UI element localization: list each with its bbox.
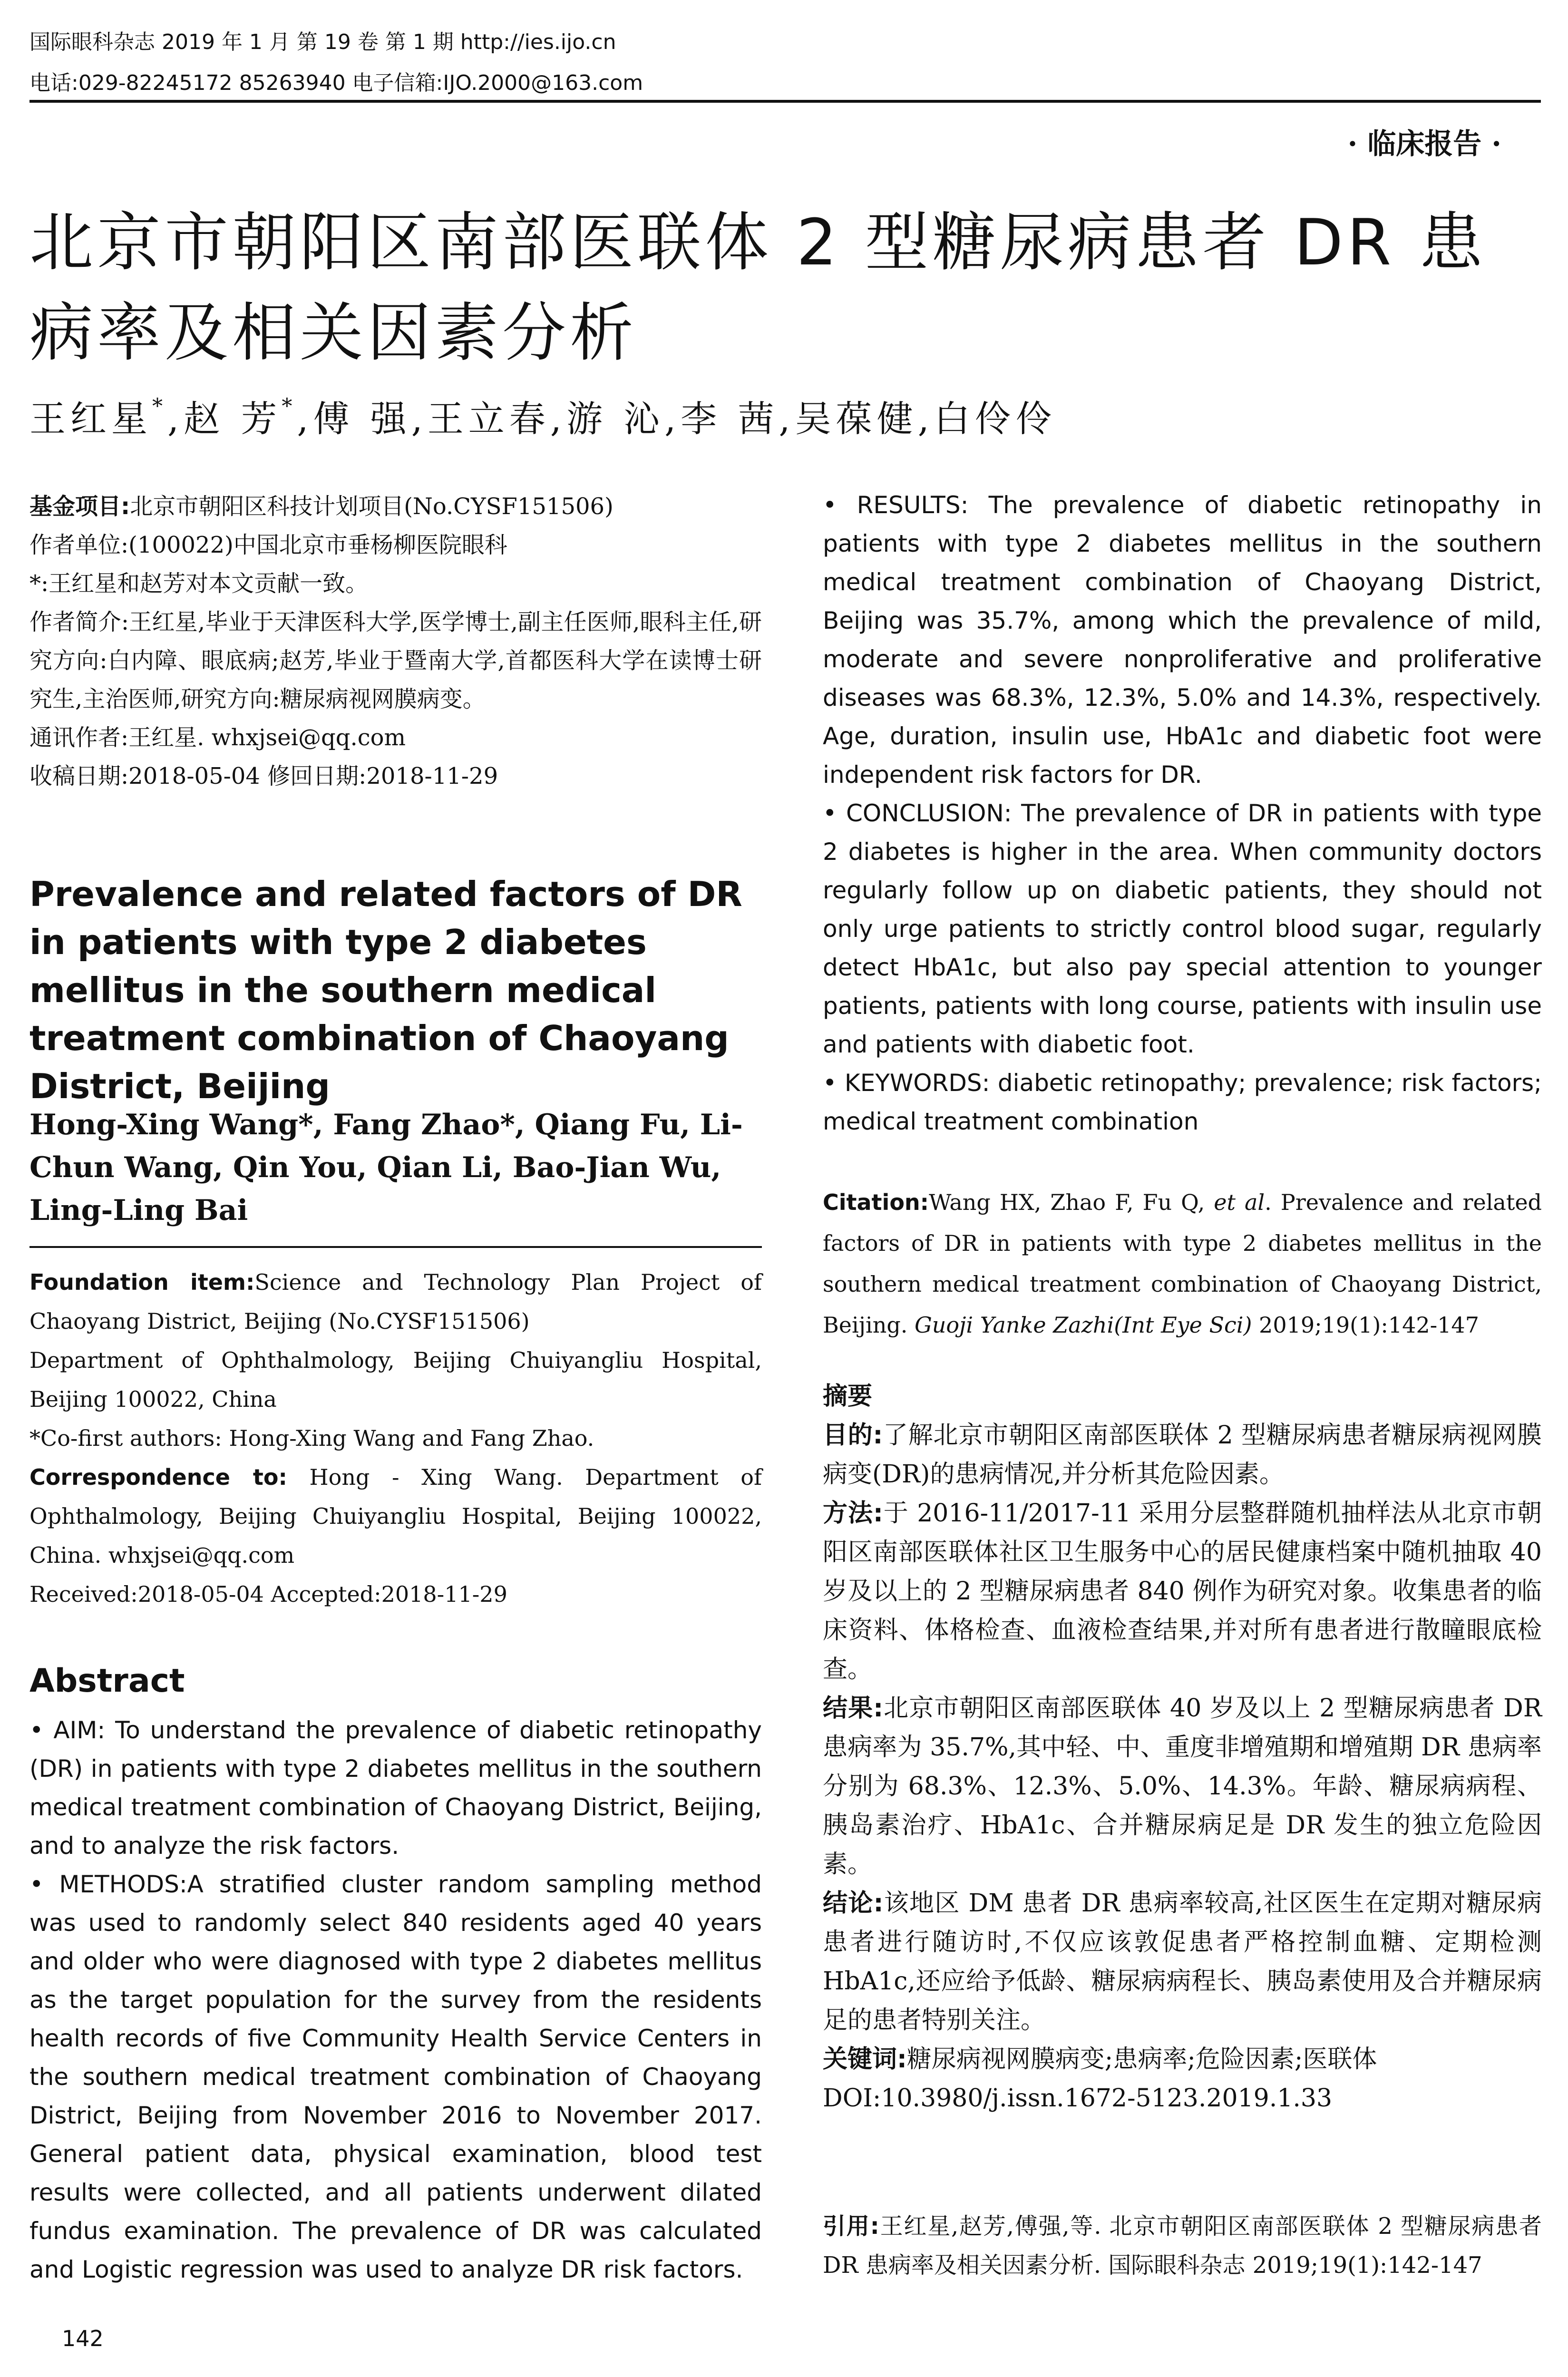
journal-name: Guoji Yanke Zazhi(Int Eye Sci) — [915, 1312, 1252, 1338]
abstract-heading: Abstract — [29, 1662, 185, 1700]
journal-header-line1: 国际眼科杂志 2019 年 1 月 第 19 卷 第 1 期 http://ies.ijo.cn — [29, 30, 616, 54]
co-first-mark: * — [282, 394, 297, 419]
abstract-right — [823, 486, 1542, 1141]
cn-abstract — [823, 1377, 1542, 2118]
citation-block: Citation:Wang HX, Zhao F, Fu Q, et al. Prevalence and related factors of DR in patients with type 2 diabetes mellitus in the southern medical treatment combination of Chaoyang District, Beijing. Guoji Yanke Zazhi(Int Eye Sci) 2019;19(1):142-147 — [823, 1189, 1542, 1338]
author-2: ,赵 芳 — [167, 398, 282, 440]
authors-rest: ,傅 强,王立春,游 沁,李 茜,吴葆健,白伶伶 — [297, 398, 1057, 440]
dates-line: 收稿日期:2018-05-04 修回日期:2018-11-29 — [29, 763, 498, 789]
correspondence: Correspondence to: Hong - Xing Wang. Department of Ophthalmology, Beijing Chuiyangliu Hospital, Beijing 100022, China. whxjsei@qq.com — [29, 1464, 762, 1568]
co-first-note: *:王红星和赵芳对本文贡献一致。 — [29, 570, 369, 597]
section-label: · 临床报告 · — [1347, 127, 1501, 161]
en-article-info — [29, 1263, 762, 1614]
abstract-left — [29, 1711, 762, 2289]
unit-line: 作者单位:(100022)中国北京市垂杨柳医院眼科 — [29, 532, 507, 558]
department: Department of Ophthalmology, Beijing Chuiyangliu Hospital, Beijing 100022, China — [29, 1347, 762, 1412]
cn-conclusion: 结论:该地区 DM 患者 DR 患病率较高,社区医生在定期对糖尿病患者进行随访时,不仅应该敦促患者严格控制血糖、定期检测 HbA1c,还应给予低龄、糖尿病病程长、胰岛素使用及合并糖尿病足的患者特别关注。 — [823, 1889, 1542, 2035]
cn-article-info — [29, 487, 762, 796]
journal-header-line2: 电话:029-82245172 85263940 电子信箱:IJO.2000@163.com — [29, 71, 643, 95]
cn-aim: 目的:了解北京市朝阳区南部医联体 2 型糖尿病患者糖尿病视网膜病变(DR)的患病情况,并分析其危险因素。 — [823, 1421, 1542, 1489]
cn-keywords: 关键词:糖尿病视网膜病变;患病率;危险因素;医联体 — [823, 2045, 1377, 2074]
abstract-results: • RESULTS: The prevalence of diabetic retinopathy in patients with type 2 diabetes mellitus in the southern medical treatment combination of Chaoyang District, Beijing was 35.7%, among which the prevalence of mild, moderate and severe nonproliferative and proliferative diseases was 68.3%, 12.3%, 5.0% and 14.3%, respectively. Age, duration, insulin use, HbA1c and diabetic foot were independent risk factors for DR. — [823, 491, 1542, 789]
received-accepted: Received:2018-05-04 Accepted:2018-11-29 — [29, 1581, 507, 1607]
doi: DOI:10.3980/j.issn.1672-5123.2019.1.33 — [823, 2084, 1333, 2113]
author-1: 王红星 — [29, 398, 152, 440]
cn-citation-label: 引用: — [823, 2213, 879, 2240]
foundation-item: Foundation item:Science and Technology Plan Project of Chaoyang District, Beijing (No.CYSF151506) — [29, 1269, 762, 1334]
fund-line: 基金项目:北京市朝阳区科技计划项目(No.CYSF151506) — [29, 493, 614, 520]
citation-label: Citation: — [823, 1189, 929, 1215]
abstract-conclusion: • CONCLUSION: The prevalence of DR in patients with type 2 diabetes is higher in the area. When community doctors regularly follow up on diabetic patients, they should not only urge patients to strictly control blood sugar, regularly detect HbA1c, but also pay special attention to younger patients, patients with long course, patients with insulin use and patients with diabetic foot. — [823, 799, 1542, 1058]
article-title: 北京市朝阳区南部医联体 2 型糖尿病患者 DR 患病率及相关因素分析 — [29, 205, 1487, 370]
page-number: 142 — [62, 2326, 104, 2351]
cn-citation: 引用:王红星,赵芳,傅强,等. 北京市朝阳区南部医联体 2 型糖尿病患者 DR 患病率及相关因素分析. 国际眼科杂志 2019;19(1):142-147 — [823, 2213, 1542, 2279]
co-first-mark: * — [152, 394, 167, 419]
co-first-authors: *Co-first authors: Hong-Xing Wang and Fang Zhao. — [29, 1425, 594, 1451]
abstract-aim: • AIM: To understand the prevalence of diabetic retinopathy (DR) in patients with type 2 diabetes mellitus in the southern medical treatment combination of Chaoyang District, Beijing, and to analyze the risk factors. — [29, 1716, 762, 1860]
author-list — [29, 390, 1542, 442]
english-authors: Hong-Xing Wang*, Fang Zhao*, Qiang Fu, Li-Chun Wang, Qin You, Qian Li, Bao-Jian Wu, Ling-Ling Bai — [29, 1108, 743, 1227]
cn-methods: 方法:于 2016-11/2017-11 采用分层整群随机抽样法从北京市朝阳区南部医联体社区卫生服务中心的居民健康档案中随机抽取 40 岁及以上的 2 型糖尿病患者 840 例作为研究对象。收集患者的临床资料、体格检查、血液检查结果,并对所有患者进行散瞳眼底检查。 — [823, 1499, 1542, 1684]
cn-abstract-heading: 摘要 — [823, 1382, 873, 1411]
section-rule — [29, 1246, 762, 1248]
corresponding-author: 通讯作者:王红星. whxjsei@qq.com — [29, 724, 406, 751]
author-bio: 作者简介:王红星,毕业于天津医科大学,医学博士,副主任医师,眼科主任,研究方向:白内障、眼底病;赵芳,毕业于暨南大学,首都医科大学在读博士研究生,主治医师,研究方向:糖尿病视网膜病变。 — [29, 609, 762, 712]
header-rule — [29, 100, 1541, 103]
cn-results: 结果:北京市朝阳区南部医联体 40 岁及以上 2 型糖尿病患者 DR 患病率为 35.7%,其中轻、中、重度非增殖期和增殖期 DR 患病率分别为 68.3%、12.3%、5.0%、14.3%。年龄、糖尿病病程、胰岛素治疗、HbA1c、合并糖尿病足是 DR 发生的独立危险因素。 — [823, 1694, 1542, 1879]
english-title: Prevalence and related factors of DR in patients with type 2 diabetes mellitus in the southern medical treatment combination of Chaoyang District, Beijing — [29, 874, 742, 1106]
abstract-methods: • METHODS:A stratified cluster random sampling method was used to randomly select 840 residents aged 40 years and older who were diagnosed with type 2 diabetes mellitus as the target population for the survey from the residents health records of five Community Health Service Centers in the southern medical treatment combination of Chaoyang District, Beijing from November 2016 to November 2017. General patient data, physical examination, blood test results were collected, and all patients underwent dilated fundus examination. The prevalence of DR was calculated and Logistic regression was used to analyze DR risk factors. — [29, 1870, 762, 2283]
abstract-keywords: • KEYWORDS: diabetic retinopathy; prevalence; risk factors; medical treatment combination — [823, 1069, 1542, 1135]
